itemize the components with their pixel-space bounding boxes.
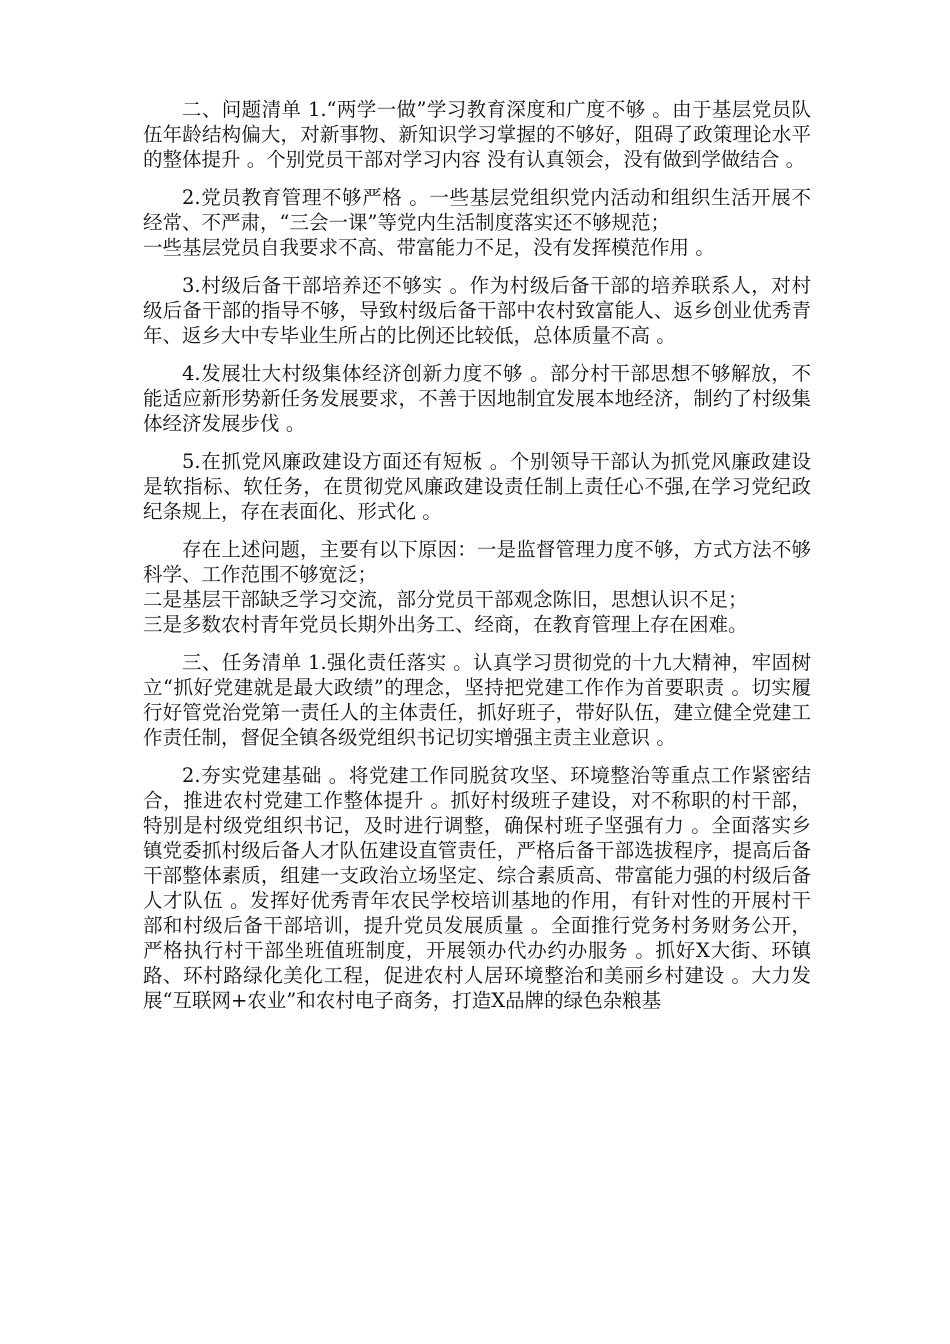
paragraph-problem-3: 3.村级后备干部培养还不够实 。作为村级后备干部的培养联系人，对村级后备干部的指导不够，导致村级后备干部中农村致富能人、返乡创业优秀青年、返乡大中专毕业生所占的比例还比较低，总体质量不高 。 — [143, 274, 811, 347]
paragraph-problem-2: 2.党员教育管理不够严格 。一些基层党组织党内活动和组织生活开展不经常、不严肃，“三会一课”等党内生活制度落实还不够规范； — [143, 186, 811, 234]
paragraph-task-list-1: 三、任务清单 1.强化责任落实 。认真学习贯彻党的十九大精神，牢固树立“抓好党建就是最大政绩”的理念，坚持把党建工作作为首要职责 。切实履行好管党治党第一责任人的主体责任，抓好班子，带好队伍，建立健全党建工作责任制，督促全镇各级党组织书记切实增强主责主业意识 。 — [143, 651, 811, 749]
paragraph-causes: 存在上述问题，主要有以下原因：一是监督管理力度不够，方式方法不够科学、工作范围不够宽泛； — [143, 538, 811, 586]
paragraph-task-2: 2.夯实党建基础 。将党建工作同脱贫攻坚、环境整治等重点工作紧密结合，推进农村党建工作整体提升 。抓好村级班子建设，对不称职的村干部，特别是村级党组织书记，及时进行调整，确保村班子坚强有力 。全面落实乡镇党委抓村级后备人才队伍建设直管责任，严格后备干部选拔程序，提高后备干部整体素质，组建一支政治立场坚定、综合素质高、带富能力强的村级后备人才队伍 。发挥好优秀青年农民学校培训基地的作用，有针对性的开展村干部和村级后备干部培训，提升党员发展质量 。全面推行党务村务财务公开，严格执行村干部坐班值班制度，开展领办代办约办服务 。抓好X大街、环镇路、环村路绿化美化工程，促进农村人居环境整治和美丽乡村建设 。大力发展“互联网+农业”和农村电子商务，打造X品牌的绿色杂粮基 — [143, 764, 811, 1012]
paragraph-problem-2-continued: 一些基层党员自我要求不高、带富能力不足，没有发挥模范作用 。 — [143, 236, 715, 259]
paragraph-problem-list-1: 二、问题清单 1.“两学一做”学习教育深度和广度不够 。由于基层党员队伍年龄结构偏大，对新事物、新知识学习掌握的不够好，阻碍了政策理论水平的整体提升 。个别党员干部对学习内容 没有认真领会，没有做到学做结合 。 — [143, 98, 811, 171]
document-body — [143, 97, 811, 1026]
paragraph-problem-4: 4.发展壮大村级集体经济创新力度不够 。部分村干部思想不够解放，不能适应新形势新任务发展要求，不善于因地制宜发展本地经济，制约了村级集体经济发展步伐 。 — [143, 362, 811, 435]
paragraph-causes-2: 二是基层干部缺乏学习交流，部分党员干部观念陈旧，思想认识不足； — [143, 588, 748, 611]
paragraph-problem-5: 5.在抓党风廉政建设方面还有短板 。个别领导干部认为抓党风廉政建设是软指标、软任务，在贯彻党风廉政建设责任制上责任心不强,在学习党纪政纪条规上，存在表面化、形式化 。 — [143, 450, 811, 523]
paragraph-causes-3: 三是多数农村青年党员长期外出务工、经商，在教育管理上存在困难。 — [143, 613, 748, 636]
